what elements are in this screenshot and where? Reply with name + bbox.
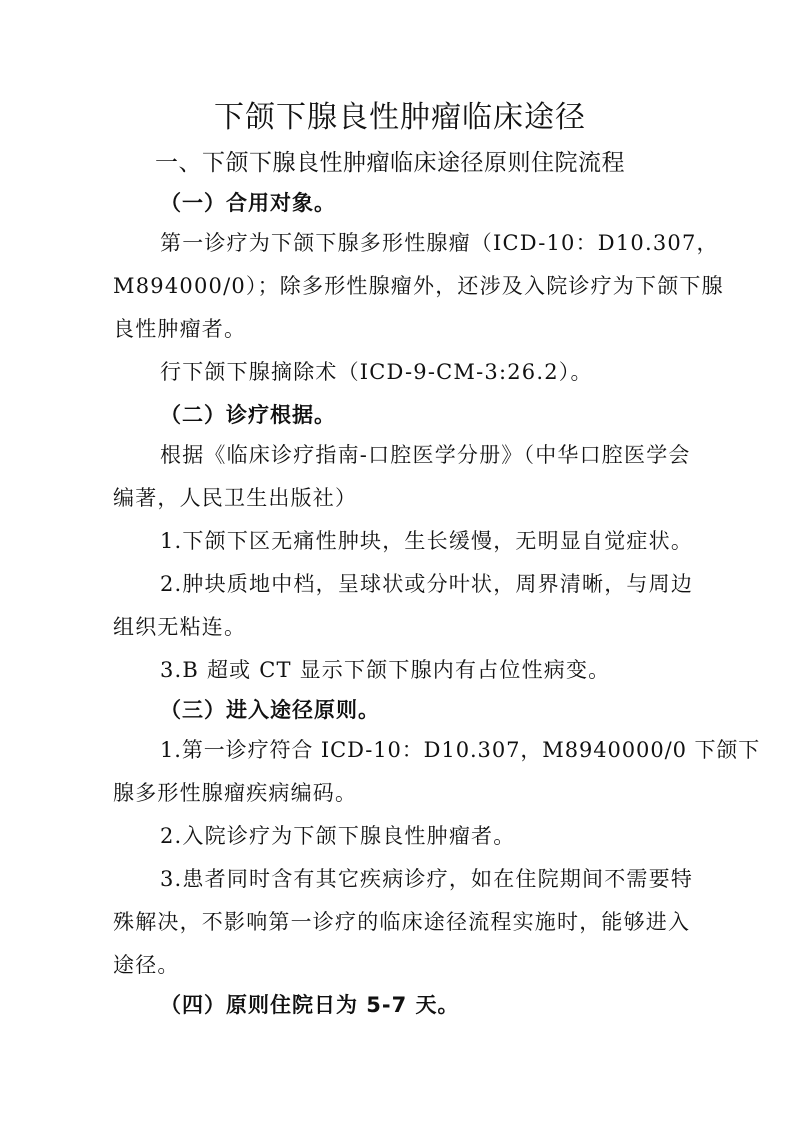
paragraph-line: 良性肿瘤者。 (113, 317, 247, 341)
paragraph-line: 3.B 超或 CT 显示下颌下腺内有占位性病变。 (160, 658, 611, 682)
paragraph-line: 行下颌下腺摘除术（ICD-9-CM-3:26.2）。 (160, 360, 593, 384)
paragraph-line: 腺多形性腺瘤疾病编码。 (113, 781, 358, 805)
paragraph-line: 编著，人民卫生出版社） (113, 486, 358, 510)
paragraph-line: 1.下颌下区无痛性肿块，生长缓慢，无明显自觉症状。 (160, 529, 694, 553)
paragraph-line: 2.肿块质地中档，呈球状或分叶状，周界清晰，与周边 (160, 572, 694, 596)
paragraph-line: 3.患者同时含有其它疾病诊疗，如在住院期间不需要特 (160, 867, 694, 891)
section-title: 一、下颌下腺良性肿瘤临床途径原则住院流程 (155, 150, 625, 176)
paragraph-line: 殊解决，不影响第一诊疗的临床途径流程实施时，能够进入 (113, 910, 691, 934)
subsection-heading-3: （三）进入途径原则。 (160, 698, 380, 722)
paragraph-line: 途径。 (113, 953, 180, 977)
paragraph-line: 2.入院诊疗为下颌下腺良性肿瘤者。 (160, 824, 516, 848)
paragraph-line: 第一诊疗为下颌下腺多形性腺瘤（ICD-10：D10.307， (160, 231, 719, 255)
paragraph-line: M894000/0）；除多形性腺瘤外，还涉及入院诊疗为下颌下腺 (113, 274, 724, 298)
subsection-heading-1: （一）合用对象。 (160, 191, 336, 215)
paragraph-line: 根据《临床诊疗指南-口腔医学分册》（中华口腔医学会 (160, 443, 691, 467)
subsection-heading-2: （二）诊疗根据。 (160, 403, 336, 427)
paragraph-line: 组织无粘连。 (113, 615, 247, 639)
subsection-heading-4: （四）原则住院日为 5-7 天。 (160, 993, 460, 1017)
document-title: 下颌下腺良性肿瘤临床途径 (214, 100, 586, 135)
paragraph-line: 1.第一诊疗符合 ICD-10：D10.307，M8940000/0 下颌下 (160, 738, 761, 762)
